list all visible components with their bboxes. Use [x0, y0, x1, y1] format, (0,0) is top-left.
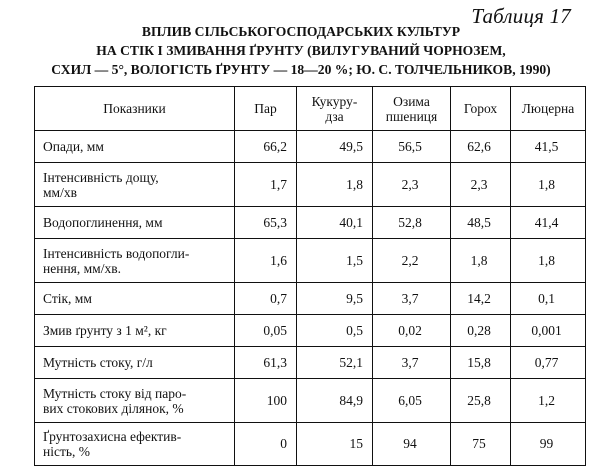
row-indicator-name: Інтенсивність водопогли- нення, мм/хв. [35, 239, 235, 283]
table-cell-value: 1,6 [235, 239, 297, 283]
table-cell-value: 2,3 [451, 163, 511, 207]
row-indicator-name: Змив ґрунту з 1 м², кг [35, 315, 235, 347]
table-cell-value: 94 [373, 423, 451, 466]
header-row [35, 87, 586, 131]
table-cell-value: 49,5 [297, 131, 373, 163]
table-row [35, 283, 586, 315]
row-indicator-name: Інтенсивність дощу, мм/хв [35, 163, 235, 207]
table-row [35, 347, 586, 379]
table-cell-value: 1,7 [235, 163, 297, 207]
column-header: Кукуру- дза [297, 87, 373, 131]
table-cell-value: 1,8 [511, 239, 586, 283]
table-row [35, 315, 586, 347]
table-cell-value: 1,8 [511, 163, 586, 207]
table-cell-value: 52,8 [373, 207, 451, 239]
table-cell-value: 0 [235, 423, 297, 466]
table-cell-value: 48,5 [451, 207, 511, 239]
row-indicator-name: Мутність стоку від паро- вих стокових ділянок, % [35, 379, 235, 423]
table-cell-value: 84,9 [297, 379, 373, 423]
table-cell-value: 99 [511, 423, 586, 466]
table-cell-value: 65,3 [235, 207, 297, 239]
table-row [35, 423, 586, 466]
table-cell-value: 66,2 [235, 131, 297, 163]
table-number-label: Таблиця 17 [471, 4, 571, 28]
title-line: НА СТІК І ЗМИВАННЯ ҐРУНТУ (ВИЛУГУВАНИЙ ЧОРНОЗЕМ, [96, 43, 506, 58]
table-cell-value: 0,02 [373, 315, 451, 347]
table-cell-value: 0,001 [511, 315, 586, 347]
table-cell-value: 56,5 [373, 131, 451, 163]
table-cell-value: 62,6 [451, 131, 511, 163]
table-cell-value: 0,05 [235, 315, 297, 347]
table-body [35, 131, 586, 466]
table-cell-value: 1,5 [297, 239, 373, 283]
table-cell-value: 0,5 [297, 315, 373, 347]
table-cell-value: 3,7 [373, 283, 451, 315]
table-cell-value: 0,28 [451, 315, 511, 347]
table-cell-value: 0,77 [511, 347, 586, 379]
table-cell-value: 1,8 [297, 163, 373, 207]
table-cell-value: 0,7 [235, 283, 297, 315]
row-indicator-name: Водопоглинення, мм [35, 207, 235, 239]
table-row [35, 131, 586, 163]
row-indicator-name: Стік, мм [35, 283, 235, 315]
table-cell-value: 9,5 [297, 283, 373, 315]
table-row [35, 379, 586, 423]
table-cell-value: 1,8 [451, 239, 511, 283]
table-cell-value: 41,4 [511, 207, 586, 239]
table-cell-value: 40,1 [297, 207, 373, 239]
column-header: Показники [35, 87, 235, 131]
table-cell-value: 41,5 [511, 131, 586, 163]
table-cell-value: 61,3 [235, 347, 297, 379]
table-cell-value: 1,2 [511, 379, 586, 423]
title-line: ВПЛИВ СІЛЬСЬКОГОСПОДАРСЬКИХ КУЛЬТУР [141, 24, 461, 39]
table-cell-value: 2,2 [373, 239, 451, 283]
table-cell-value: 6,05 [373, 379, 451, 423]
data-table [34, 86, 586, 466]
column-header: Пар [235, 87, 297, 131]
table-row [35, 163, 586, 207]
table-cell-value: 3,7 [373, 347, 451, 379]
table-cell-value: 100 [235, 379, 297, 423]
column-header: Люцерна [511, 87, 586, 131]
column-header: Горох [451, 87, 511, 131]
table-cell-value: 15 [297, 423, 373, 466]
table-cell-value: 0,1 [511, 283, 586, 315]
row-indicator-name: Мутність стоку, г/л [35, 347, 235, 379]
table-title [8, 22, 593, 79]
table-row [35, 239, 586, 283]
table-cell-value: 15,8 [451, 347, 511, 379]
table-cell-value: 25,8 [451, 379, 511, 423]
row-indicator-name: Ґрунтозахисна ефектив- ність, % [35, 423, 235, 466]
table-cell-value: 2,3 [373, 163, 451, 207]
title-line: СХИЛ — 5°, ВОЛОГІСТЬ ҐРУНТУ — 18—20 %; Ю. С. ТОЛЧЕЛЬНИКОВ, 1990) [51, 62, 551, 77]
table-cell-value: 75 [451, 423, 511, 466]
column-header: Озима пшениця [373, 87, 451, 131]
table-cell-value: 14,2 [451, 283, 511, 315]
row-indicator-name: Опади, мм [35, 131, 235, 163]
table-cell-value: 52,1 [297, 347, 373, 379]
table-row [35, 207, 586, 239]
